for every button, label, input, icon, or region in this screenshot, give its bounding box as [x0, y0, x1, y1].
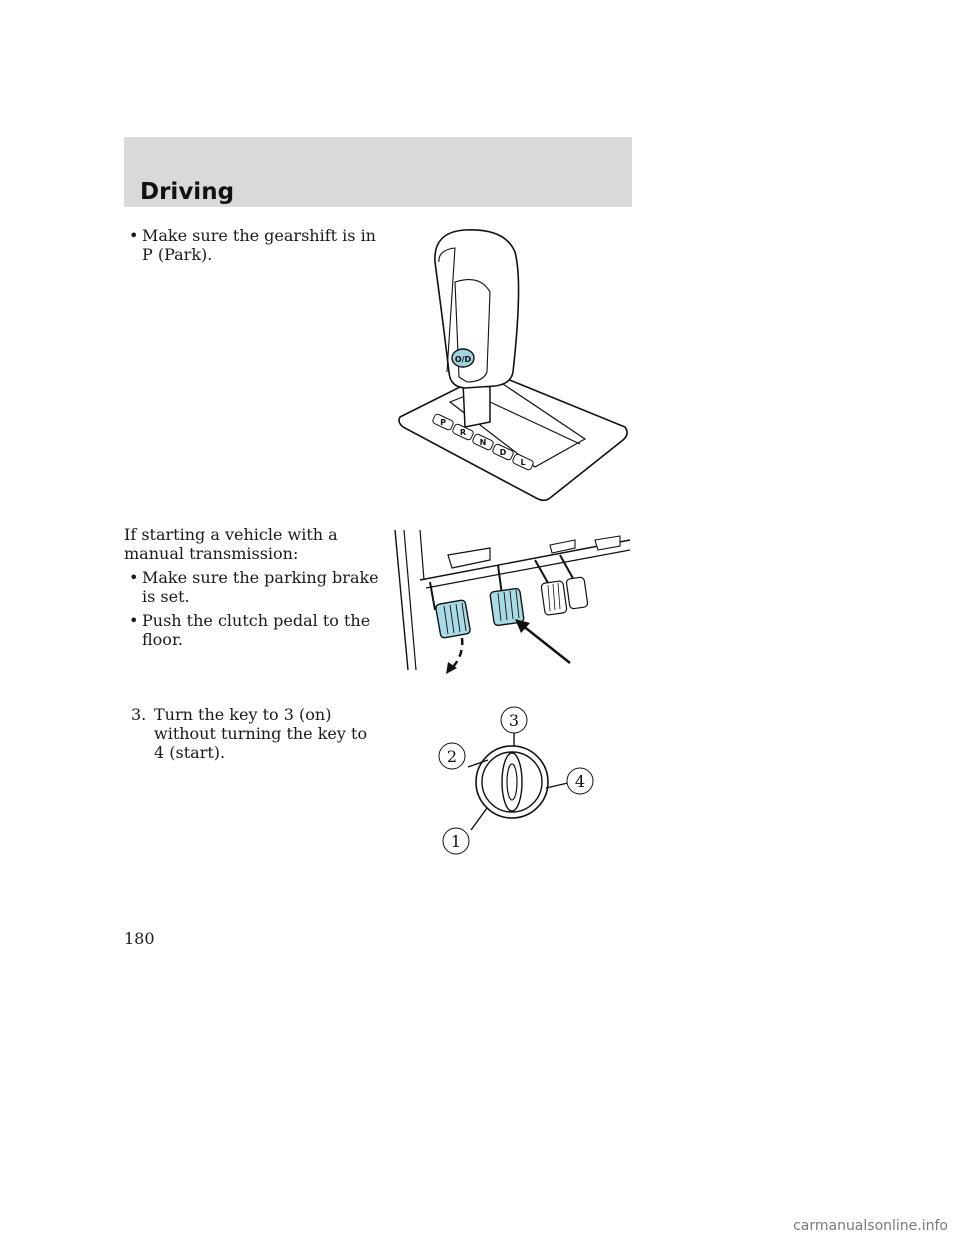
gear-label-reverse: R: [459, 428, 467, 437]
bullet-clutch-pedal: [124, 611, 384, 649]
clutch-pedal: [435, 600, 470, 639]
bullet-text: Make sure the parking brake is set.: [142, 568, 379, 606]
gear-label-neutral: N: [479, 438, 487, 447]
bullet-parking-brake: [124, 568, 384, 606]
overdrive-button-label: O/D: [454, 355, 472, 364]
manual-transmission-intro: If starting a vehicle with a manual transmission:: [124, 525, 338, 563]
ignition-label-1: 1: [450, 832, 462, 851]
gearshift-illustration: [395, 222, 635, 502]
step-text: Turn the key to 3 (on) without turning the key to 4 (start).: [154, 705, 368, 762]
bullet-symbol: •: [129, 226, 139, 245]
bullet-symbol: •: [129, 611, 139, 630]
ignition-illustration: [430, 700, 630, 860]
gear-label-drive: D: [499, 448, 507, 457]
clutch-press-arrow: [452, 638, 462, 668]
clutch-pointer-arrow: [522, 625, 570, 663]
bullet-gearshift-park: [124, 226, 384, 264]
page-number: 180: [124, 929, 155, 948]
bullet-text: Make sure the gearshift is in P (Park).: [142, 226, 376, 264]
section-header: [124, 137, 632, 207]
ignition-label-4: 4: [574, 772, 586, 791]
ignition-label-3: 3: [508, 711, 520, 730]
gear-label-park: P: [440, 418, 446, 427]
step-number: 3.: [131, 705, 147, 724]
ignition-label-2: 2: [446, 747, 458, 766]
pedals-illustration: [390, 520, 640, 680]
gear-label-low: L: [520, 458, 526, 467]
section-title: Driving: [140, 179, 235, 205]
step-turn-key: [131, 705, 381, 762]
accelerator-pedal: [541, 577, 588, 615]
bullet-text: Push the clutch pedal to the floor.: [142, 611, 371, 649]
watermark: carmanualsonline.info: [793, 1218, 948, 1234]
bullet-symbol: •: [129, 568, 139, 587]
